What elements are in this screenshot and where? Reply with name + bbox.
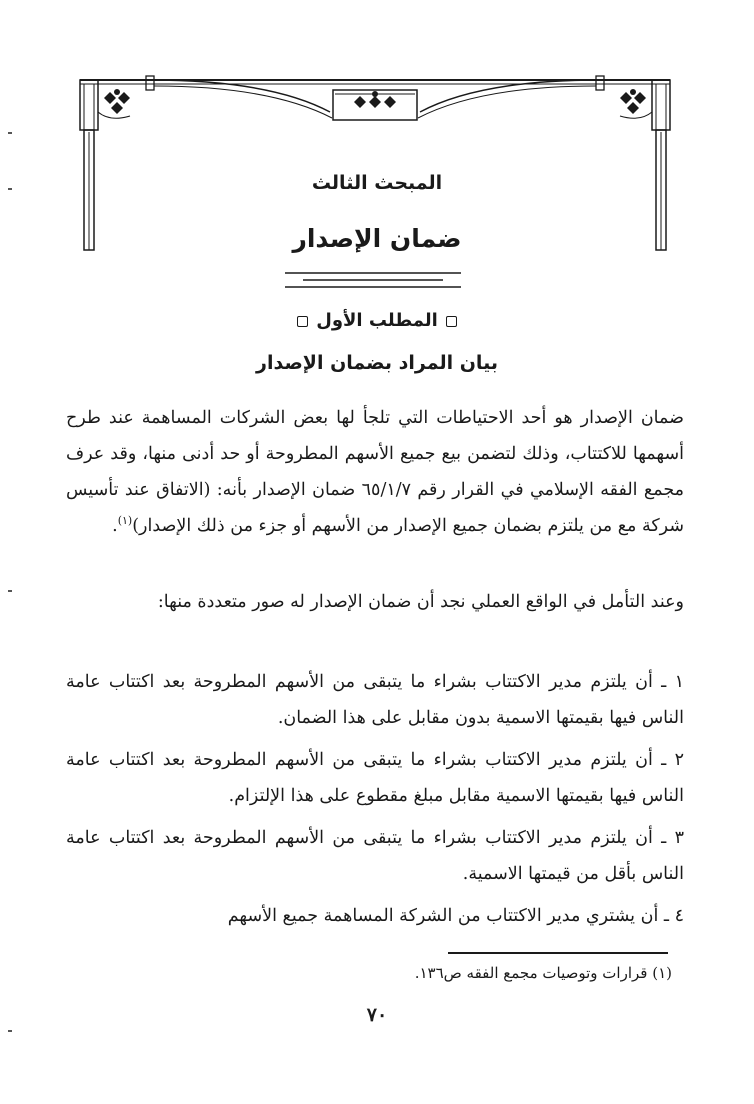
scan-mark — [8, 590, 12, 592]
subsection-label: المطلب الأول — [316, 310, 438, 331]
decorative-rules — [285, 270, 461, 290]
paragraph-2: وعند التأمل في الواقع العملي نجد أن ضمان الإصدار له صور متعددة منها: — [157, 592, 684, 612]
footnote-separator — [448, 952, 668, 954]
subsection-title: بيان المراد بضمان الإصدار — [256, 352, 498, 374]
section-title: ضمان الإصدار — [292, 224, 462, 253]
scan-mark — [8, 132, 12, 134]
scan-mark — [8, 188, 12, 190]
subsection-heading — [0, 310, 754, 331]
list-item-4: ٤ ـ أن يشتري مدير الاكتتاب من الشركة المساهمة جميع الأسهم — [227, 906, 684, 926]
list-item-3: ٣ ـ أن يلتزم مدير الاكتتاب بشراء ما يتبقى من الأسهم المطروحة بعد اكتتاب عامة الناس بأقل من قيمتها الاسمية. — [66, 828, 684, 884]
paragraph-1: ضمان الإصدار هو أحد الاحتياطات التي تلجأ لها بعض الشركات المساهمة عند طرح أسهمها للاكتتاب، وذلك لتضمن بيع جميع الأسهم المطروحة أو حد أدنى منها، وقد عرف مجمع الفقه الإسلامي في القرار رقم ٦٥/١/٧ ضمان الإصدار بأنه: (الاتفاق عند تأسيس شركة مع من يلتزم بضمان جميع الإصدار من الأسهم أو جزء من ذلك الإصدار)$^{(١)}$. — [66, 408, 684, 536]
square-bullet-icon — [297, 316, 308, 327]
footnote-marker: (١) — [117, 514, 133, 528]
list-item-1: ١ ـ أن يلتزم مدير الاكتتاب بشراء ما يتبقى من الأسهم المطروحة بعد اكتتاب عامة الناس فيها بقيمتها الاسمية بدون مقابل على هذا الضمان. — [66, 672, 684, 728]
scan-mark — [8, 1030, 12, 1032]
footnote: (١) قرارات وتوصيات مجمع الفقه ص١٣٦. — [414, 964, 672, 982]
square-bullet-icon — [446, 316, 457, 327]
page-number: ٧٠ — [366, 1004, 388, 1026]
list-item-2: ٢ ـ أن يلتزم مدير الاكتتاب بشراء ما يتبقى من الأسهم المطروحة بعد اكتتاب عامة الناس فيها بقيمتها الاسمية مقابل مبلغ مقطوع على هذا الإلتزام. — [66, 750, 684, 806]
section-label: المبحث الثالث — [311, 172, 443, 194]
